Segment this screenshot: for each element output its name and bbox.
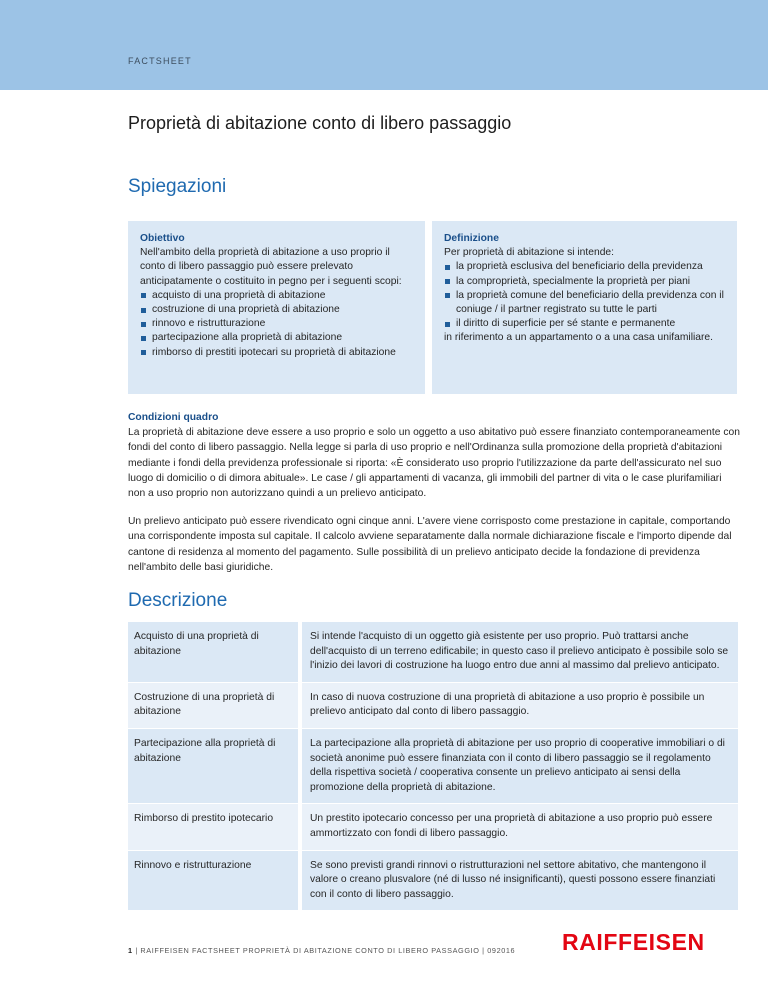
definition-outro: in riferimento a un appartamento o a una casa unifamiliare. [444,332,714,344]
list-item: rinnovo e ristrutturazione [140,317,413,331]
objective-title: Obiettivo [140,233,185,244]
conditions-paragraph: La proprietà di abitazione deve essere a uso proprio e solo un oggetto a uso abitativo può essere finanziato contemporaneamente con fondi del conto di libero passaggio. Nella legge si parla di uso proprio e nell'Ordinanza sulla promozione della proprietà d'abitazioni mediante i fondi della previdenza professionale si riporta: «È considerato uso proprio l'utilizzazione da parte dell'assicurato nel suo luogo di domicilio o di dimora abituale». Le case / gli appartamenti di vacanza, gli immobili del partner di vita o le case plurifamiliari non a uso proprio non autorizzano quindi a un prelievo anticipato. [128,427,740,500]
row-text: La partecipazione alla proprietà di abitazione per uso proprio di cooperative immobiliari o di società anonime può essere finanziata con il conto di libero passaggio se il regolamento della rispettiva società / cooperativa consente un prelievo anticipato ai sensi della promozione della proprietà di abitazione. [302,728,738,803]
table-row [128,682,738,728]
list-item: costruzione di una proprietà di abitazione [140,303,413,317]
definition-box [432,221,737,394]
description-table [128,622,738,911]
table-row [128,850,738,911]
row-term: Costruzione di una proprietà di abitazione [128,682,298,728]
list-item: la proprietà comune del beneficiario della previdenza con il coniuge / il partner registrato su tutte le parti [444,289,725,317]
section-heading-explanations: Spiegazioni [128,176,227,197]
row-text: Un prestito ipotecario concesso per una proprietà di abitazione a uso proprio può essere ammortizzato con fondi di libero passaggio. [302,804,738,850]
table-row [128,804,738,850]
conditions-section [128,410,740,575]
page-number: 1 [128,946,133,955]
list-item: la comproprietà, specialmente la proprietà per piani [444,275,725,289]
raiffeisen-logo: RAIFFEISEN [562,929,705,955]
row-term: Rinnovo e ristrutturazione [128,850,298,911]
row-term: Rimborso di prestito ipotecario [128,804,298,850]
definition-title: Definizione [444,233,499,244]
objective-list [140,289,413,360]
factsheet-label: FACTSHEET [128,56,192,66]
row-term: Partecipazione alla proprietà di abitazione [128,728,298,803]
objective-box [128,221,425,394]
footer [128,946,515,955]
objective-intro: Nell'ambito della proprietà di abitazione a uso proprio il conto di libero passaggio può essere prelevato anticipatamente o costituito in pegno per i seguenti scopi: [140,247,402,287]
list-item: rimborso di prestiti ipotecari su proprietà di abitazione [140,346,413,360]
list-item: la proprietà esclusiva del beneficiario della previdenza [444,260,725,274]
definition-intro: Per proprietà di abitazione si intende: [444,247,615,259]
table-row [128,728,738,803]
section-heading-description: Descrizione [128,590,228,611]
list-item: il diritto di superficie per sé stante e permanente [444,317,725,331]
list-item: partecipazione alla proprietà di abitazione [140,331,413,345]
definition-list [444,260,725,331]
conditions-title: Condizioni quadro [128,412,219,423]
footer-text: | RAIFFEISEN FACTSHEET PROPRIETÀ DI ABITAZIONE CONTO DI LIBERO PASSAGGIO | 092016 [135,946,516,955]
document-title: Proprietà di abitazione conto di libero passaggio [128,113,512,133]
table-row [128,622,738,682]
row-text: Se sono previsti grandi rinnovi o ristrutturazioni nel settore abitativo, che mantengono il valore o creano plusvalore (né di lusso né insignificanti), questi possono essere finanziati con il conto di libero passaggio. [302,850,738,911]
row-term: Acquisto di una proprietà di abitazione [128,622,298,682]
row-text: In caso di nuova costruzione di una proprietà di abitazione a uso proprio è possibile un prelievo anticipato dal conto di libero passaggio. [302,682,738,728]
row-text: Si intende l'acquisto di un oggetto già esistente per uso proprio. Può trattarsi anche dell'acquisto di un terreno edificabile; in questo caso il prelievo anticipato è possibile solo se l'inizio dei lavori di costruzione ha luogo entro due anni al massimo dal prelievo anticipato. [302,622,738,682]
conditions-paragraph: Un prelievo anticipato può essere rivendicato ogni cinque anni. L'avere viene corrisposto come prestazione in capitale, comportando una corrispondente imposta sul capitale. Il calcolo avviene separatamente dalla normale dichiarazione fiscale e l'importo dipende dal cantone di residenza al momento del pagamento. Sulle possibilità di un prelievo anticipato decide la fondazione di previdenza nell'ambito delle basi giuridiche. [128,516,732,573]
header-band [0,0,768,90]
list-item: acquisto di una proprietà di abitazione [140,289,413,303]
